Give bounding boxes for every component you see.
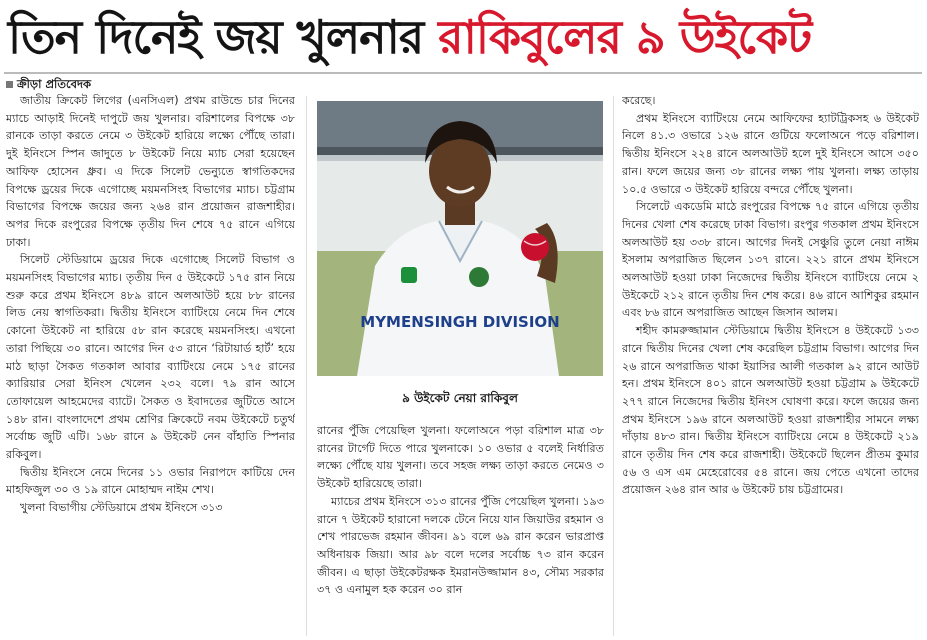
headline-part-1: তিন দিনেই জয় খুলনার [8, 10, 424, 64]
paragraph: জাতীয় ক্রিকেট লিগের (এনসিএল) প্রথম রাউন্ডে চার দিনের ম্যাচে আড়াই দিনেই দাপুটে জয় খুলনার। বরিশালের বিপক্ষে ৩৮ রানকে তাড়া করতে নেমে ৩ উইকেট হারিয়ে লক্ষ্যে পৌঁছে তারা। দুই ইনিংসে স্পিন জাদুতে ৮ উইকেট নিয়ে ম্যাচ সেরা হয়েছেন আফিফ হোসেন ধ্রুব। এ দিকে সিলেট ভেন্যুতে স্বাগতিকদের বিপক্ষে ড্রয়ের দিকে এগোচ্ছে ময়মনসিংহ বিভাগের ম্যাচ। চট্টগ্রাম বিভাগের বিপক্ষে জয়ের জন্য ২৬৪ রান প্রয়োজন রাজশাহীর। অপর দিকে রংপুরের বিপক্ষে তৃতীয় দিন শেষে ৭৫ রানে এগিয়ে ঢাকা। [6, 94, 295, 249]
byline [6, 76, 91, 92]
photo-caption: ৯ উইকেট নেয়া রাকিবুল [402, 391, 518, 405]
paragraph: রানের পুঁজি পেয়েছিল খুলনা। ফলোঅনে পড়া বরিশাল মাত্র ৩৮ রানের টার্গেট দিতে পারে খুলনাকে। ১০ ওভার ৫ বলেই নির্ধারিত লক্ষ্যে পৌঁছে যায় খুলনা। তবে সহজ লক্ষ্য তাড়া করতে নেমেও ৩ উইকেট হারিয়েছে তারা। [317, 424, 604, 491]
article-column-1 [6, 92, 295, 637]
headline [8, 4, 920, 70]
paragraph: শহীদ কামরুজ্জামান স্টেডিয়ামে দ্বিতীয় ইনিংসে ৪ উইকেটে ১৩৩ রানে দ্বিতীয় দিনের খেলা শেষ করেছিল চট্টগ্রাম বিভাগ। আগের দিন ২৬ রানে অপরাজিত থাকা ইয়াসির আলী গতকাল ৯২ রানে আউট হন। প্রথম ইনিংসে ৪০১ রানে অলআউট হওয়া চট্টগ্রাম ৯ উইকেটে ২৭৭ রানে নিজেদের দ্বিতীয় ইনিংস ঘোষণা করে। ফলে জয়ের জন্য প্রথম ইনিংসে ১৯৬ রানে অলআউট হওয়া রাজশাহীর সামনে লক্ষ্য দাঁড়ায় ৪৮৩ রান। দ্বিতীয় ইনিংসে ব্যাটিংয়ে নেমে ৪ উইকেটে ২১৯ রানে তৃতীয় দিন শেষ করে রাজশাহী। উইকেটে ছিলেন প্রীতম কুমার ৫৬ ও এস এম মেহেরোবের ৫৪ রানে। জয় পেতে এখনো তাদের প্রয়োজন ২৬৪ রান আর ৬ উইকেট চায় চট্টগ্রামের। [622, 324, 919, 497]
column-divider [613, 96, 614, 636]
player-photo-illustration [317, 101, 603, 376]
paragraph: করেছে। [622, 94, 656, 107]
headline-part-2: রাকিবুলের ৯ উইকেট [438, 10, 812, 64]
article-column-2 [317, 422, 604, 637]
headline-rule [4, 72, 922, 74]
column-divider [306, 96, 307, 636]
paragraph: খুলনা বিভাগীয় স্টেডিয়ামে প্রথম ইনিংসে ৩১৩ [20, 501, 223, 515]
player-photo [317, 101, 603, 376]
byline-text: ক্রীড়া প্রতিবেদক [17, 77, 92, 91]
article-column-3 [622, 92, 919, 637]
paragraph: দ্বিতীয় ইনিংসে নেমে দিনের ১১ ওভার নিরাপদে কাটিয়ে দেন মাহফিজুল ৩০ ও ১৯ রানে মোহাম্মদ নাইম শেখ। [6, 465, 295, 497]
paragraph: ম্যাচের প্রথম ইনিংসে ৩১৩ রানের পুঁজি পেয়েছিল খুলনা। ১৯৩ রানে ৭ উইকেট হারানো দলকে টেনে নিয়ে যান জিয়াউর রহমান ও শেখ পারভেজ রহমান জীবন। ৯১ বলে ৬৯ রান করেন ভারপ্রাপ্ত অধিনায়ক জিয়া। আর ৯৮ বলে দলের সর্বোচ্চ ৭৩ রান করেন জীবন। এ ছাড়া উইকেটরক্ষক ইমরানউজ্জামান ৪৩, সৌম্য সরকার ৩৭ ও এনামুল হক করেন ৩০ রান [317, 494, 604, 597]
jersey-text: MYMENSINGH DIVISION [360, 313, 560, 331]
paragraph: সিলেটে একডেমি মাঠে রংপুরের বিপক্ষে ৭৫ রানে এগিয়ে তৃতীয় দিনের খেলা শেষ করেছে ঢাকা বিভাগ। রংপুর গতকাল প্রথম ইনিংসে অলআউট হয় ৩৩৮ রানে। আগের দিনই সেঞ্চুরি তুলে নেয়া নাঈম ইসলাম অপরাজিত ছিলেন ১৩৭ রানে। ২২১ রানে প্রথম ইনিংসে অলআউট হওয়া ঢাকা নিজেদের দ্বিতীয় ইনিংসে ব্যাটিংয়ে নেমে ২ উইকেটে ২১২ রানে তৃতীয় দিন শেষ করে। ৪৬ রানে আশিকুর রহমান এবং ৮৬ রানে অপরাজিত আছেন জিসান আলম। [622, 200, 919, 320]
paragraph: সিলেট স্টেডিয়ামে ড্রয়ের দিকে এগোচ্ছে সিলেট বিভাগ ও ময়মনসিংহ বিভাগের ম্যাচ। তৃতীয় দিন ৫ উইকেটে ১৭৫ রান নিয়ে শুরু করে প্রথম ইনিংসে ৪৮৯ রানে অলআউট হয়ে ৮৮ রানের লিড নেয় স্বাগতিকরা। দ্বিতীয় ইনিংসে ব্যাটিংয়ে নেমে দিন শেষে কোনো উইকেট না হারিয়ে ৫৮ রান করেছে ময়মনসিংহ। এখনো তারা পিছিয়ে ৩০ রানে। আগের দিন ৫৩ রানে ‘রিটায়ার্ড হার্ট’ হয়ে মাঠ ছাড়া সৈকত গতকাল আবার ব্যাটিংয়ে নেমে ১৭৫ রানের ক্যারিয়ার সেরা ইনিংস খেলেন ২৩২ বলে। ৭৯ রান আসে তোফায়েল আহমেদের ব্যাটে। সৈকত ও ইবাদতের জুটিতে আসে ১৪৮ রান। বাংলাদেশে প্রথম শ্রেণির ক্রিকেটে নবম উইকেটে চতুর্থ সর্বোচ্চ জুটি এটি। ১৬৮ রানে ৯ উইকেট নেন বাঁহাতি স্পিনার রকিবুল। [6, 253, 295, 462]
bullet-icon [6, 81, 13, 88]
paragraph: প্রথম ইনিংসে ব্যাটিংয়ে নেমে আফিফের হ্যাটট্রিকসহ ৬ উইকেট নিলে ৪১.৩ ওভারে ১২৬ রানে গুটিয়ে ফলোঅনে পড়ে বরিশাল। দ্বিতীয় ইনিংসে ২২৪ রানে অলআউট হলে দুই ইনিংসে আসে ৩৫০ রান। ফলে জয়ের জন্য ৩৮ রানের লক্ষ্য পায় খুলনা। লক্ষ্য তাড়ায় ১০.৫ ওভারে ৩ উইকেট হারিয়ে বন্দরে পৌঁছে খুলনা। [622, 111, 919, 196]
